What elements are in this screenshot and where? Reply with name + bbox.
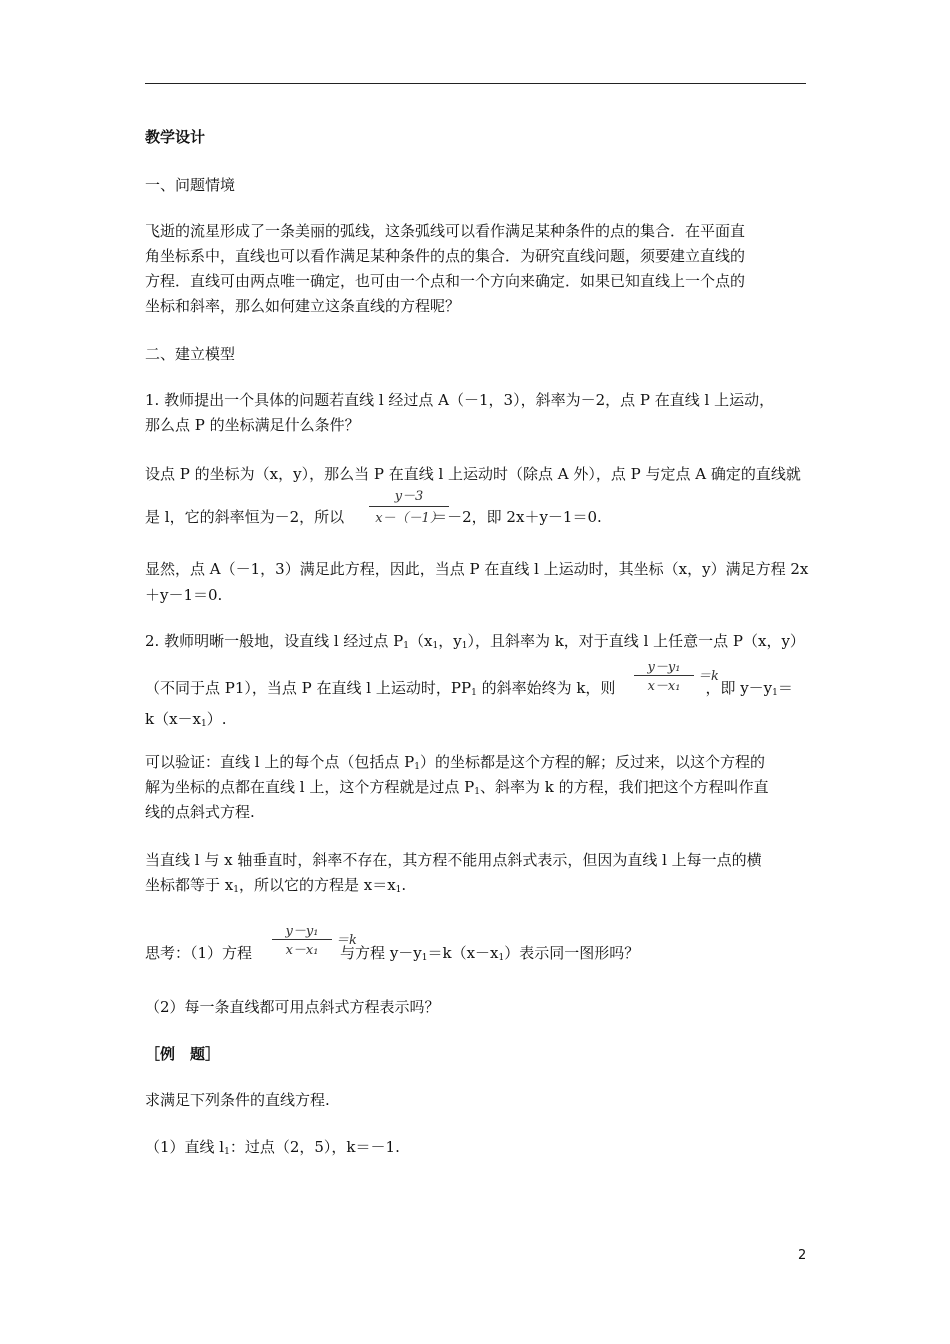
text: 、斜率为 k 的方程，我们把这个方程叫作直 — [479, 778, 769, 796]
subscript: 1 — [432, 641, 439, 651]
text: （不同于点 P1），当点 P 在直线 l 上运动时，PP — [145, 679, 472, 697]
text: 解为坐标的点都在直线 l 上，这个方程就是过点 P — [145, 778, 475, 796]
subscript: 1 — [461, 641, 468, 651]
fraction-numerator: y－y₁ — [285, 924, 319, 939]
item2-line — [145, 706, 810, 732]
para3-line: 显然，点 A（－1，3）满足此方程，因此，当点 P 在直线 l 上运动时，其坐标（x，y）满足方程 2x — [145, 560, 809, 578]
example-intro: 求满足下列条件的直线方程. — [145, 1091, 330, 1109]
para1-line: 飞逝的流星形成了一条美丽的弧线，这条弧线可以看作满足某种条件的点的集合．在平面直 — [145, 222, 746, 240]
subscript: 1 — [421, 953, 428, 963]
heading: 教学设计 — [145, 128, 206, 146]
text: k（x－x — [145, 710, 202, 728]
text: . — [401, 876, 407, 894]
para2-line: 设点 P 的坐标为（x，y），那么当 P 在直线 l 上运动时（除点 A 外），点 P 与定点 A 确定的直线就 — [145, 465, 801, 483]
para3-line: ＋y－1＝0. — [145, 586, 223, 604]
subscript: 1 — [498, 953, 505, 963]
text: ＝ — [777, 679, 793, 697]
para2-line — [145, 504, 810, 530]
think-question-1 — [145, 940, 810, 966]
subscript: 1 — [395, 885, 402, 895]
page-number: 2 — [798, 1248, 807, 1263]
section-title-2: 二、建立模型 — [145, 345, 236, 363]
text: 思考：（1）方程 — [145, 944, 253, 962]
text: 与方程 y－y — [340, 944, 422, 962]
para4-line — [145, 749, 810, 775]
fraction-denominator: x－（－1） — [375, 511, 443, 526]
section-title-1: 一、问题情境 — [145, 176, 236, 194]
fraction-numerator: y－3 — [394, 489, 424, 504]
item1-line: 1. 教师提出一个具体的问题若直线 l 经过点 A（－1，3），斜率为－2，点 P 在直线 l 上运动， — [145, 391, 775, 409]
para5-line: 当直线 l 与 x 轴垂直时，斜率不存在，其方程不能用点斜式表示，但因为直线 l 上每一点的横 — [145, 851, 762, 869]
fraction-slope-1 — [367, 485, 451, 527]
subscript: 1 — [233, 885, 239, 895]
fraction-rhs: ＝k — [336, 933, 357, 948]
fraction-denominator: x－x₁ — [285, 943, 319, 958]
subscript: 1 — [474, 787, 480, 797]
subscript: 1 — [403, 641, 410, 651]
para4-line — [145, 774, 810, 800]
fraction-denominator: x－x₁ — [647, 679, 681, 694]
text: ，y — [438, 632, 462, 650]
item2-line — [145, 628, 810, 654]
text: ＝－2，即 2x＋y－1＝0. — [432, 508, 602, 526]
text: ，即 y－y — [705, 679, 773, 697]
fraction-numerator: y－y₁ — [647, 660, 681, 675]
para1-line: 方程．直线可由两点唯一确定，也可由一个点和一个方向来确定．如果已知直线上一个点的 — [145, 272, 746, 290]
text: ）表示同一图形吗？ — [504, 944, 640, 962]
fraction-point-slope-1 — [632, 656, 722, 694]
text: ），且斜率为 k，对于直线 l 上任意一点 P（x，y） — [467, 632, 805, 650]
text: ，所以它的方程是 x＝x — [238, 876, 396, 894]
text: 是 l，它的斜率恒为－2，所以 — [145, 508, 345, 526]
text: ）的坐标都是这个方程的解；反过来，以这个方程的 — [419, 753, 765, 771]
para5-line — [145, 872, 810, 898]
subscript: 1 — [471, 688, 477, 698]
think-question-2: （2）每一条直线都可用点斜式方程表示吗？ — [145, 998, 440, 1016]
para4-line: 线的点斜式方程. — [145, 803, 255, 821]
subscript: 1 — [414, 762, 420, 772]
subscript: 1 — [772, 688, 778, 698]
example-title: ［例 题］ — [145, 1045, 221, 1063]
para1-line: 坐标和斜率，那么如何建立这条直线的方程呢？ — [145, 297, 461, 315]
fraction-point-slope-2 — [270, 920, 360, 958]
subscript: 1 — [201, 719, 207, 729]
subscript: 1 — [224, 1147, 230, 1157]
header-rule — [145, 83, 806, 84]
text: （x — [409, 632, 433, 650]
text: 坐标都等于 x — [145, 876, 234, 894]
fraction-rhs: ＝k — [698, 669, 719, 684]
text: 可以验证：直线 l 上的每个点（包括点 P — [145, 753, 415, 771]
text: 的斜率始终为 k，则 — [476, 679, 616, 697]
para1-line: 角坐标系中，直线也可以看作满足某种条件的点的集合．为研究直线问题，须要建立直线的 — [145, 247, 746, 265]
text: ＝k（x－x — [427, 944, 499, 962]
example-item-1 — [145, 1134, 810, 1160]
item1-line: 那么点 P 的坐标满足什么条件？ — [145, 416, 360, 434]
text: ：过点（2，5），k＝－1. — [229, 1138, 400, 1156]
text: ）. — [206, 710, 227, 728]
text: （1）直线 l — [145, 1138, 225, 1156]
text: 2. 教师明晰一般地，设直线 l 经过点 P — [145, 632, 404, 650]
